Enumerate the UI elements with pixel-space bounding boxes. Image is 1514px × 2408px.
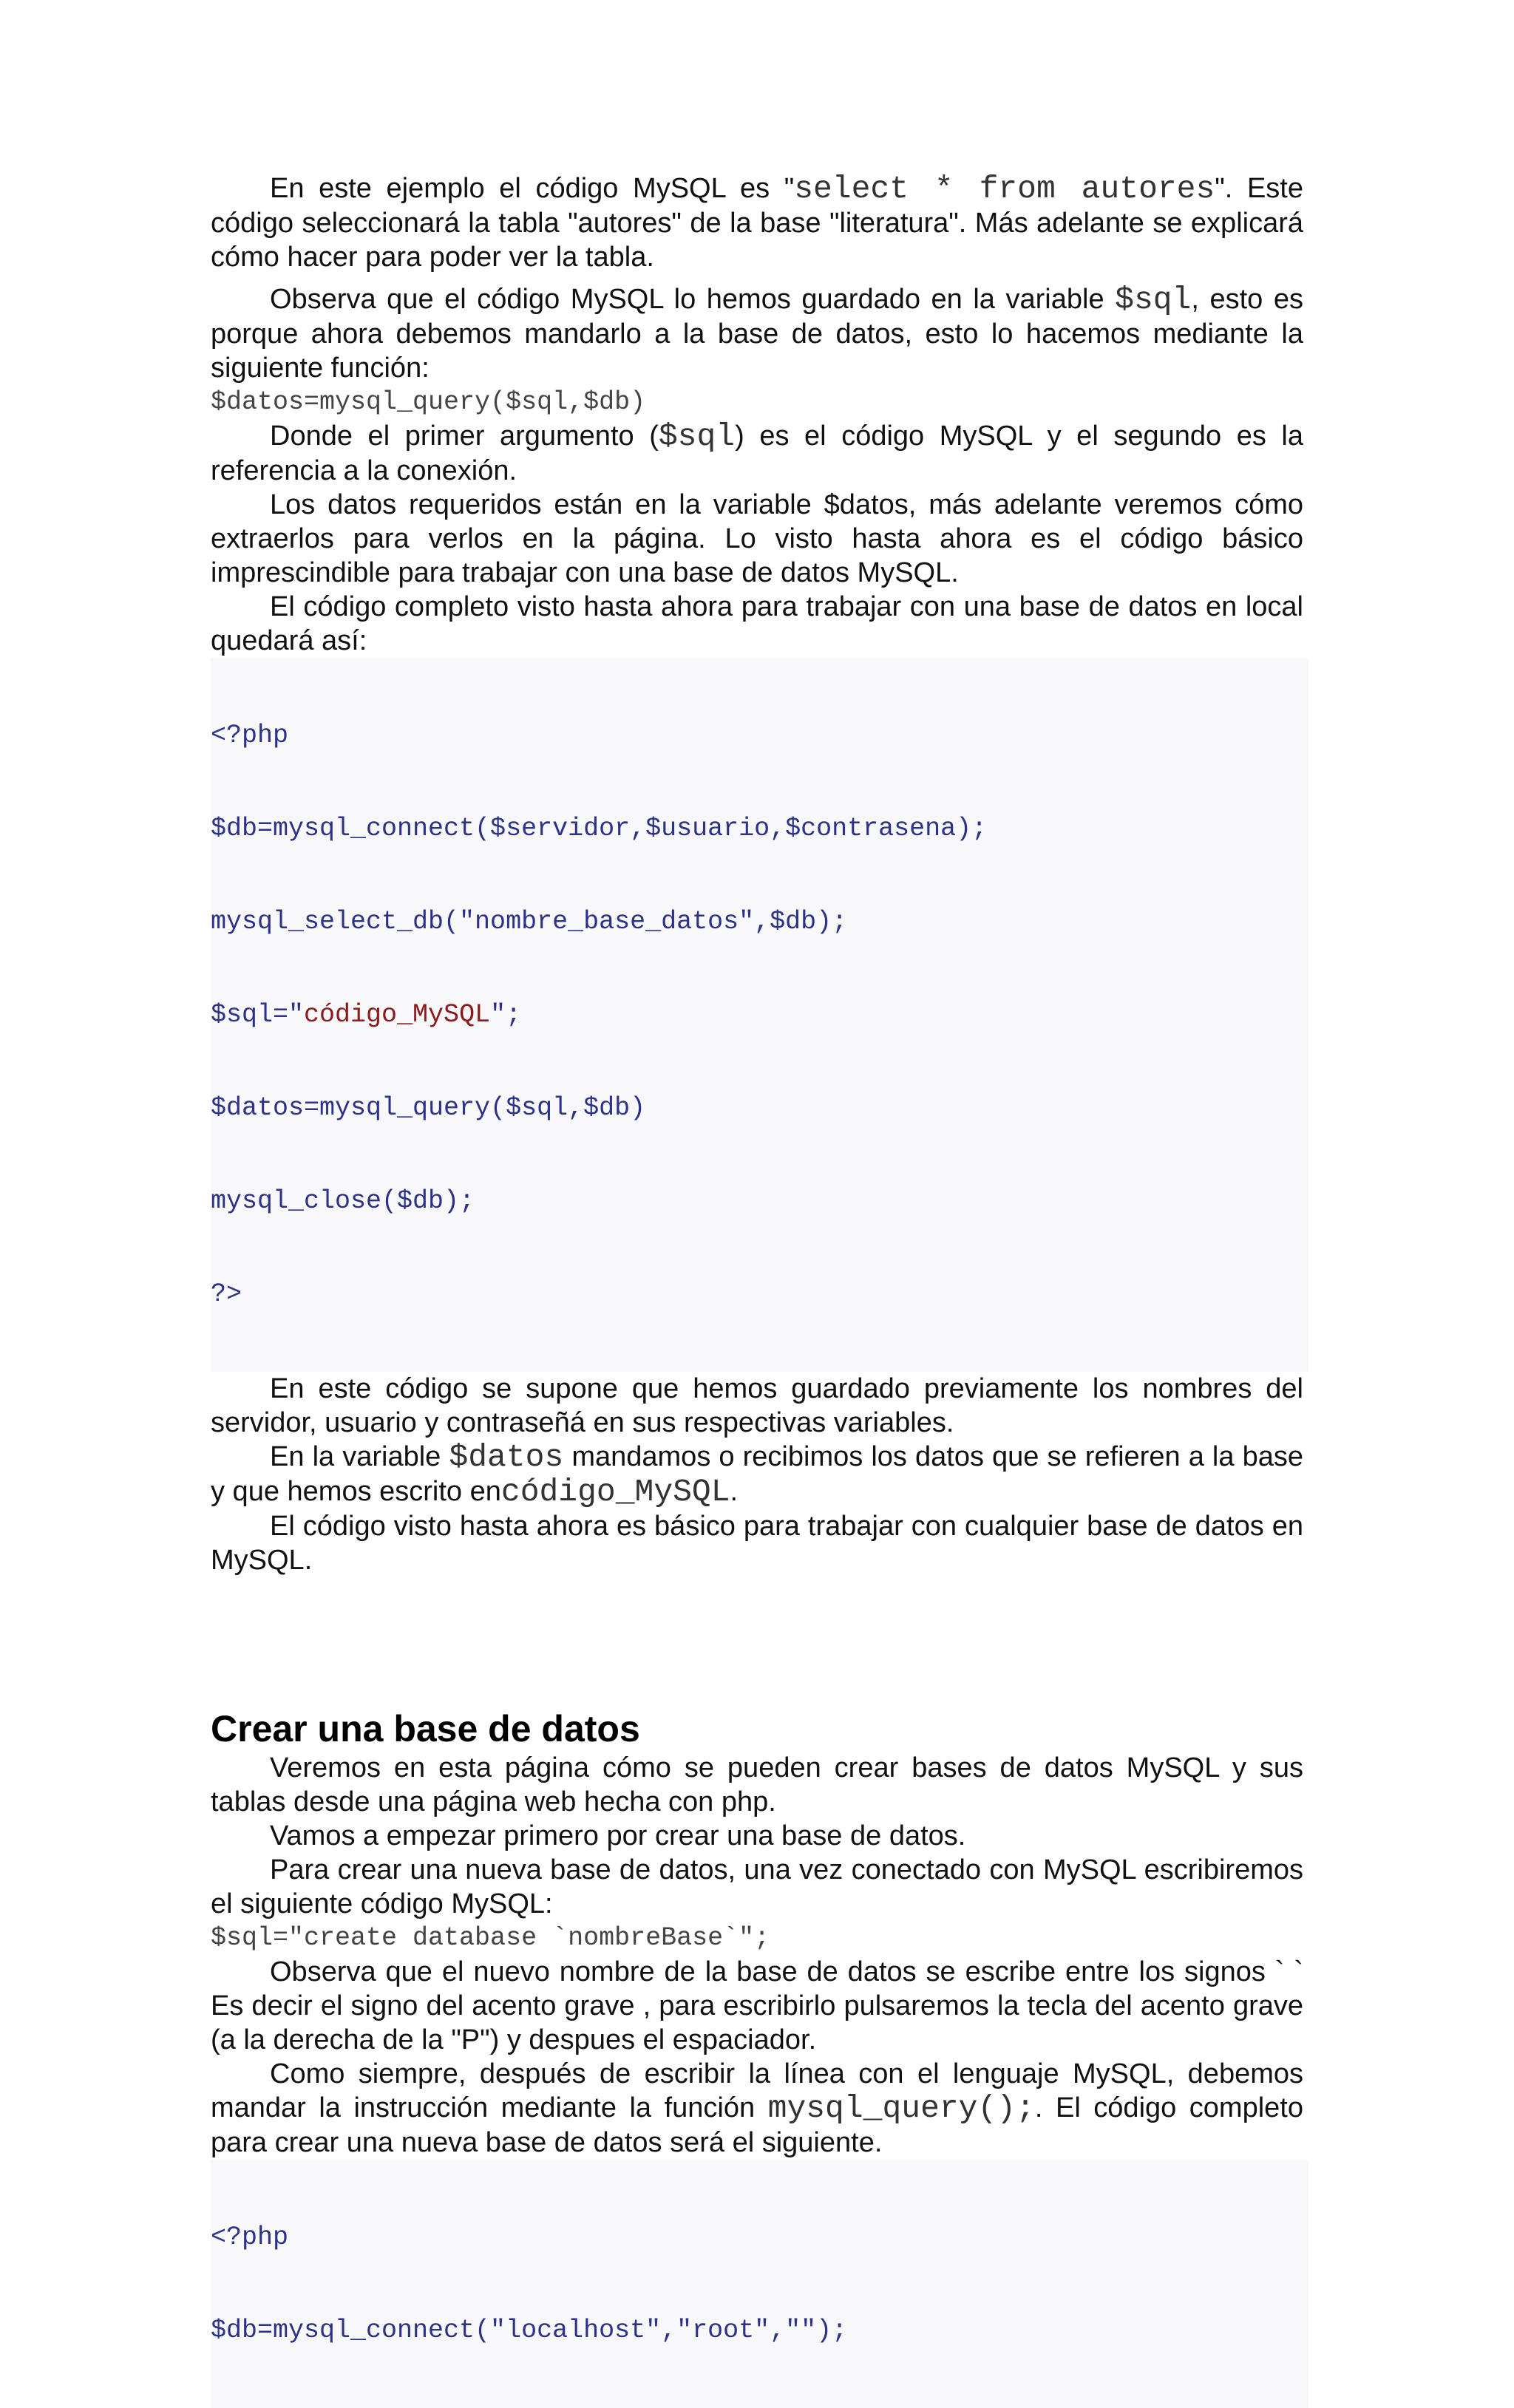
code-string: código_MySQL — [304, 1000, 491, 1030]
inline-code: select * from autores — [794, 171, 1215, 207]
paragraph: El código completo visto hasta ahora para trabajar con una base de datos en local quedará así: — [211, 591, 1303, 656]
paragraph: En este código se supone que hemos guardado previamente los nombres del servidor, usuario y contraseñá en sus respectivas variables. — [211, 1373, 1303, 1438]
paragraph: Observa que el código MySQL lo hemos guardado en la variable $sql, esto es porque ahora debemos mandarlo a la base de datos, esto lo hacemos mediante la siguiente función: — [211, 282, 1303, 384]
code-line: <?php — [211, 721, 289, 750]
code-line: $datos=mysql_query($sql,$db) — [211, 1093, 646, 1123]
paragraph: Donde el primer argumento ($sql) es el código MySQL y el segundo es la referencia a la conexión. — [211, 418, 1304, 486]
inline-code: $sql — [658, 418, 736, 455]
inline-code: código_MySQL — [500, 1474, 730, 1510]
inline-code: $datos — [449, 1439, 564, 1475]
code-line: mysql_close($db); — [211, 1186, 475, 1216]
paragraph: Vamos a empezar primero por crear una base de datos. — [270, 1820, 966, 1851]
inline-code: $sql — [1115, 282, 1192, 318]
code-line: $datos=mysql_query($sql,$db) — [211, 387, 646, 417]
paragraph: En la variable $datos mandamos o recibimos los datos que se refieren a la base y que hemos escrito encódigo_MySQL. — [211, 1439, 1303, 1510]
paragraph: Para crear una nueva base de datos, una vez conectado con MySQL escribiremos el siguiente código MySQL: — [211, 1854, 1303, 1919]
code-line: mysql_select_db("nombre_base_datos",$db); — [211, 907, 848, 936]
paragraph: Como siempre, después de escribir la línea con el lenguaje MySQL, debemos mandar la instrucción mediante la función mysql_query();. El código completo para crear una nueva base de datos será el siguiente. — [211, 2058, 1303, 2158]
paragraph: Veremos en esta página cómo se pueden crear bases de datos MySQL y sus tablas desde una página web hecha con php. — [211, 1752, 1303, 1817]
code-line: $sql="código_MySQL"; — [211, 1000, 522, 1030]
paragraph: Los datos requeridos están en la variable $datos, más adelante veremos cómo extraerlos para verlos en la página. Lo visto hasta ahora es el código básico imprescindible para trabajar con una base de datos MySQL. — [211, 489, 1303, 588]
code-line: $sql="create database `nombreBase`"; — [211, 1923, 770, 1953]
section-heading: Crear una base de datos — [211, 1708, 640, 1749]
paragraph: El código visto hasta ahora es básico para trabajar con cualquier base de datos en MySQL. — [211, 1511, 1303, 1576]
paragraph: Observa que el nuevo nombre de la base de datos se escribe entre los signos ` ` Es decir el signo del acento grave , para escribirlo pulsaremos la tecla del acento grave (a la derecha de la "P") y despues el espaciador. — [211, 1956, 1303, 2055]
code-line: <?php — [211, 2222, 289, 2252]
paragraph: En este ejemplo el código MySQL es "select * from autores". Este código seleccionará la tabla "autores" de la base "literatura". Más adelante se explicará cómo hacer para poder ver la tabla. — [211, 171, 1304, 273]
code-block — [211, 658, 1308, 1372]
inline-code: mysql_query(); — [767, 2090, 1035, 2126]
code-line: ?> — [211, 1279, 242, 1309]
code-block — [211, 2160, 1308, 2408]
document-page — [211, 171, 1303, 2408]
code-line: $db=mysql_connect("localhost","root",""); — [211, 2316, 848, 2345]
code-line: $db=mysql_connect($servidor,$usuario,$contrasena); — [211, 814, 988, 843]
